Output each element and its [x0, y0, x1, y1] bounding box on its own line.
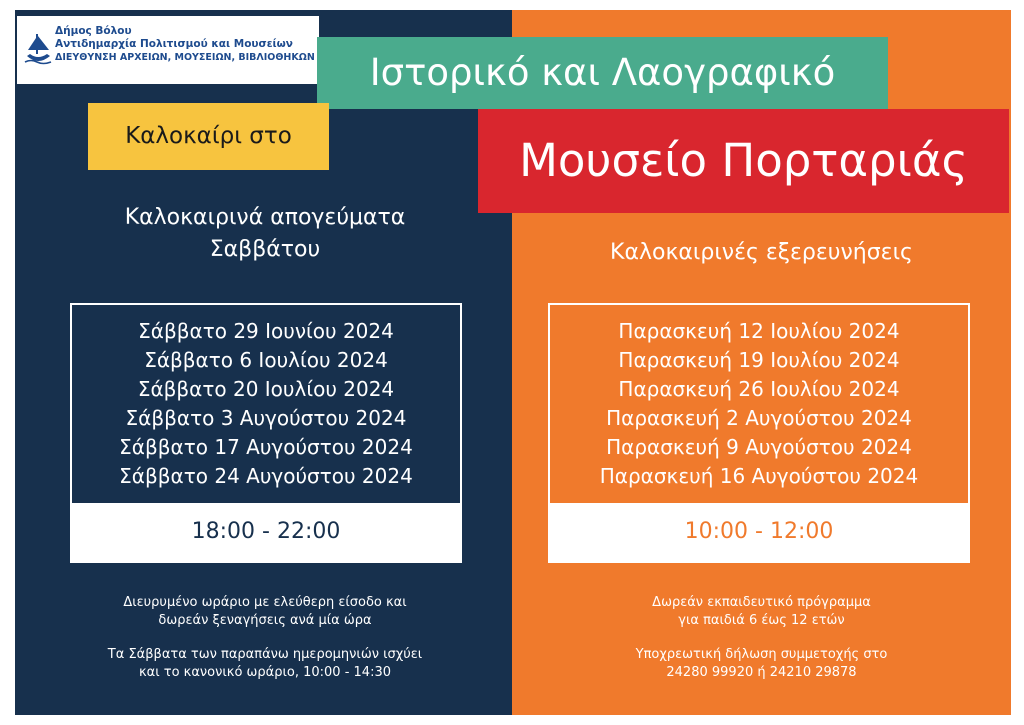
logo-line-3: ΔΙΕΥΘΥΝΣΗ ΑΡΧΕΙΩΝ, ΜΟΥΣΕΙΩΝ, ΒΙΒΛΙΟΘΗΚΩΝ [55, 52, 315, 63]
left-note-2-line-1: Τα Σάββατα των παραπάνω ημερομηνιών ισχύει [107, 647, 423, 662]
left-note-regular-hours [30, 646, 500, 682]
title-line-2: Μουσείο Πορταριάς [478, 109, 1009, 213]
right-dates-box [548, 303, 970, 563]
right-time: 10:00 - 12:00 [550, 503, 968, 561]
right-date: Παρασκευή 26 Ιουλίου 2024 [618, 377, 900, 401]
summer-label: Καλοκαίρι στο [88, 103, 329, 170]
municipality-logo [17, 16, 319, 84]
left-date: Σάββατο 20 Ιουλίου 2024 [137, 377, 395, 401]
ship-icon [23, 30, 53, 70]
left-dates-box [70, 303, 462, 563]
right-note-registration [512, 646, 1011, 682]
left-time: 18:00 - 22:00 [72, 503, 460, 561]
left-date: Σάββατο 6 Ιουλίου 2024 [144, 348, 388, 372]
right-note-1-line-1: Δωρεάν εκπαιδευτικό πρόγραμμα [652, 595, 871, 610]
left-note-2-line-2: και το κανονικό ωράριο, 10:00 - 14:30 [139, 665, 391, 680]
left-heading-line-1: Καλοκαιρινά απογεύματα [124, 205, 406, 230]
left-date-list [72, 317, 460, 491]
left-note-1-line-2: δωρεάν ξεναγήσεις ανά μία ώρα [158, 613, 372, 628]
right-date: Παρασκευή 16 Αυγούστου 2024 [599, 464, 919, 488]
right-note-2-line-2: 24280 99920 ή 24210 29878 [666, 665, 857, 680]
right-date-list [550, 317, 968, 491]
right-date: Παρασκευή 12 Ιουλίου 2024 [618, 319, 900, 343]
right-date: Παρασκευή 2 Αυγούστου 2024 [606, 406, 912, 430]
left-heading-line-2: Σαββάτου [209, 237, 321, 262]
logo-line-2: Αντιδημαρχία Πολιτισμού και Μουσείων [55, 38, 293, 50]
right-date: Παρασκευή 9 Αυγούστου 2024 [606, 435, 912, 459]
right-heading: Καλοκαιρινές εξερευνήσεις [610, 240, 913, 265]
left-date: Σάββατο 24 Αυγούστου 2024 [119, 464, 413, 488]
logo-text [55, 25, 315, 64]
right-note-2-line-1: Υποχρεωτική δήλωση συμμετοχής στο [635, 647, 888, 662]
left-heading [30, 202, 500, 266]
left-note-1-line-1: Διευρυμένο ωράριο με ελεύθερη είσοδο και [123, 595, 407, 610]
right-date: Παρασκευή 19 Ιουλίου 2024 [618, 348, 900, 372]
right-note-1-line-2: για παιδιά 6 έως 12 ετών [678, 613, 845, 628]
left-date: Σάββατο 3 Αυγούστου 2024 [125, 406, 407, 430]
title-line-1: Ιστορικό και Λαογραφικό [317, 37, 888, 109]
logo-line-1: Δήμος Βόλου [55, 25, 132, 37]
left-date: Σάββατο 29 Ιουνίου 2024 [138, 319, 394, 343]
left-note-free-entry [30, 594, 500, 630]
left-date: Σάββατο 17 Αυγούστου 2024 [119, 435, 413, 459]
right-note-program [512, 594, 1011, 630]
